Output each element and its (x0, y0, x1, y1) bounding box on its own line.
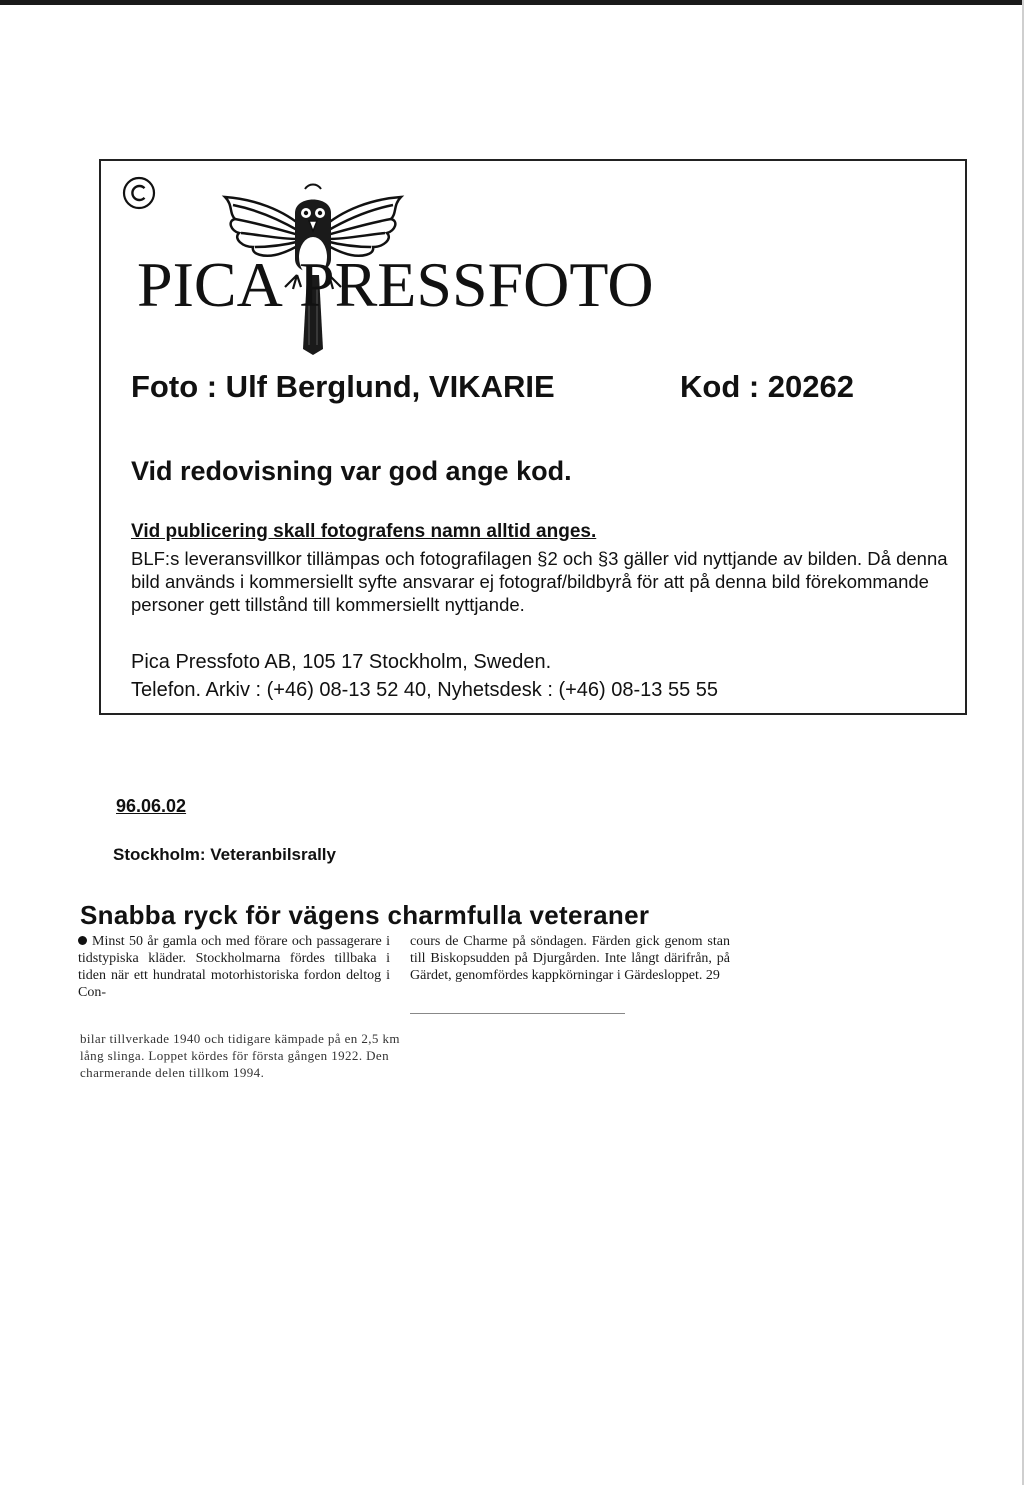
photographer-credit: Foto : Ulf Berglund, VIKARIE (131, 369, 555, 404)
publication-note: Vid publicering skall fotografens namn alltid anges. (131, 521, 597, 542)
agency-address: Pica Pressfoto AB, 105 17 Stockholm, Sweden. (131, 651, 552, 673)
clipping-left-text: Minst 50 år gamla och med förare och passagerare i tidstypiska kläder. Stockholmarna fördes tillbaka i tiden när ett hundratal motorhistoriska fordon deltog i Con- (78, 934, 390, 1000)
clipping-right-column: cours de Charme på söndagen. Färden gick genom stan till Biskopsudden på Djurgården. Inte långt därifrån, på Gärdet, genomfördes kappkörningar i Gärdesloppet. 29 (410, 934, 730, 983)
bullet-icon (78, 936, 87, 945)
photo-date: 96.06.02 (116, 796, 187, 816)
brand-name-pressfoto: PRESSFOTO (299, 249, 654, 320)
code-instruction: Vid redovisning var god ange kod. (131, 456, 572, 486)
clipping-headline: Snabba ryck för vägens charmfulla veteraner (80, 900, 650, 930)
photo-stamp (99, 159, 967, 715)
clipping-left-column (78, 933, 390, 1001)
copyright-icon (121, 175, 157, 211)
photo-code: Kod : 20262 (680, 369, 855, 404)
usage-terms: BLF:s leveransvillkor tillämpas och fotografilagen §2 och §3 gäller vid nyttjande av bilden. Då denna bild används i kommersiellt syfte ansvarar ej fotograf/bildbyrå för att på denna bild förekommande personer gett tillstånd till kommersiellt nyttjande. (131, 548, 948, 615)
brand-name-pica: PICA (137, 249, 283, 320)
clipping-caption: bilar tillverkade 1940 och tidigare kämpade på en 2,5 km lång slinga. Loppet kördes för första gången 1922. Den charmerande delen tillkom 1994. (80, 1031, 400, 1080)
photo-subject: Stockholm: Veteranbilsrally (113, 845, 336, 864)
column-divider (410, 1013, 625, 1014)
agency-phone: Telefon. Arkiv : (+46) 08-13 52 40, Nyhetsdesk : (+46) 08-13 55 55 (131, 679, 719, 701)
scan-top-edge (0, 0, 1024, 5)
